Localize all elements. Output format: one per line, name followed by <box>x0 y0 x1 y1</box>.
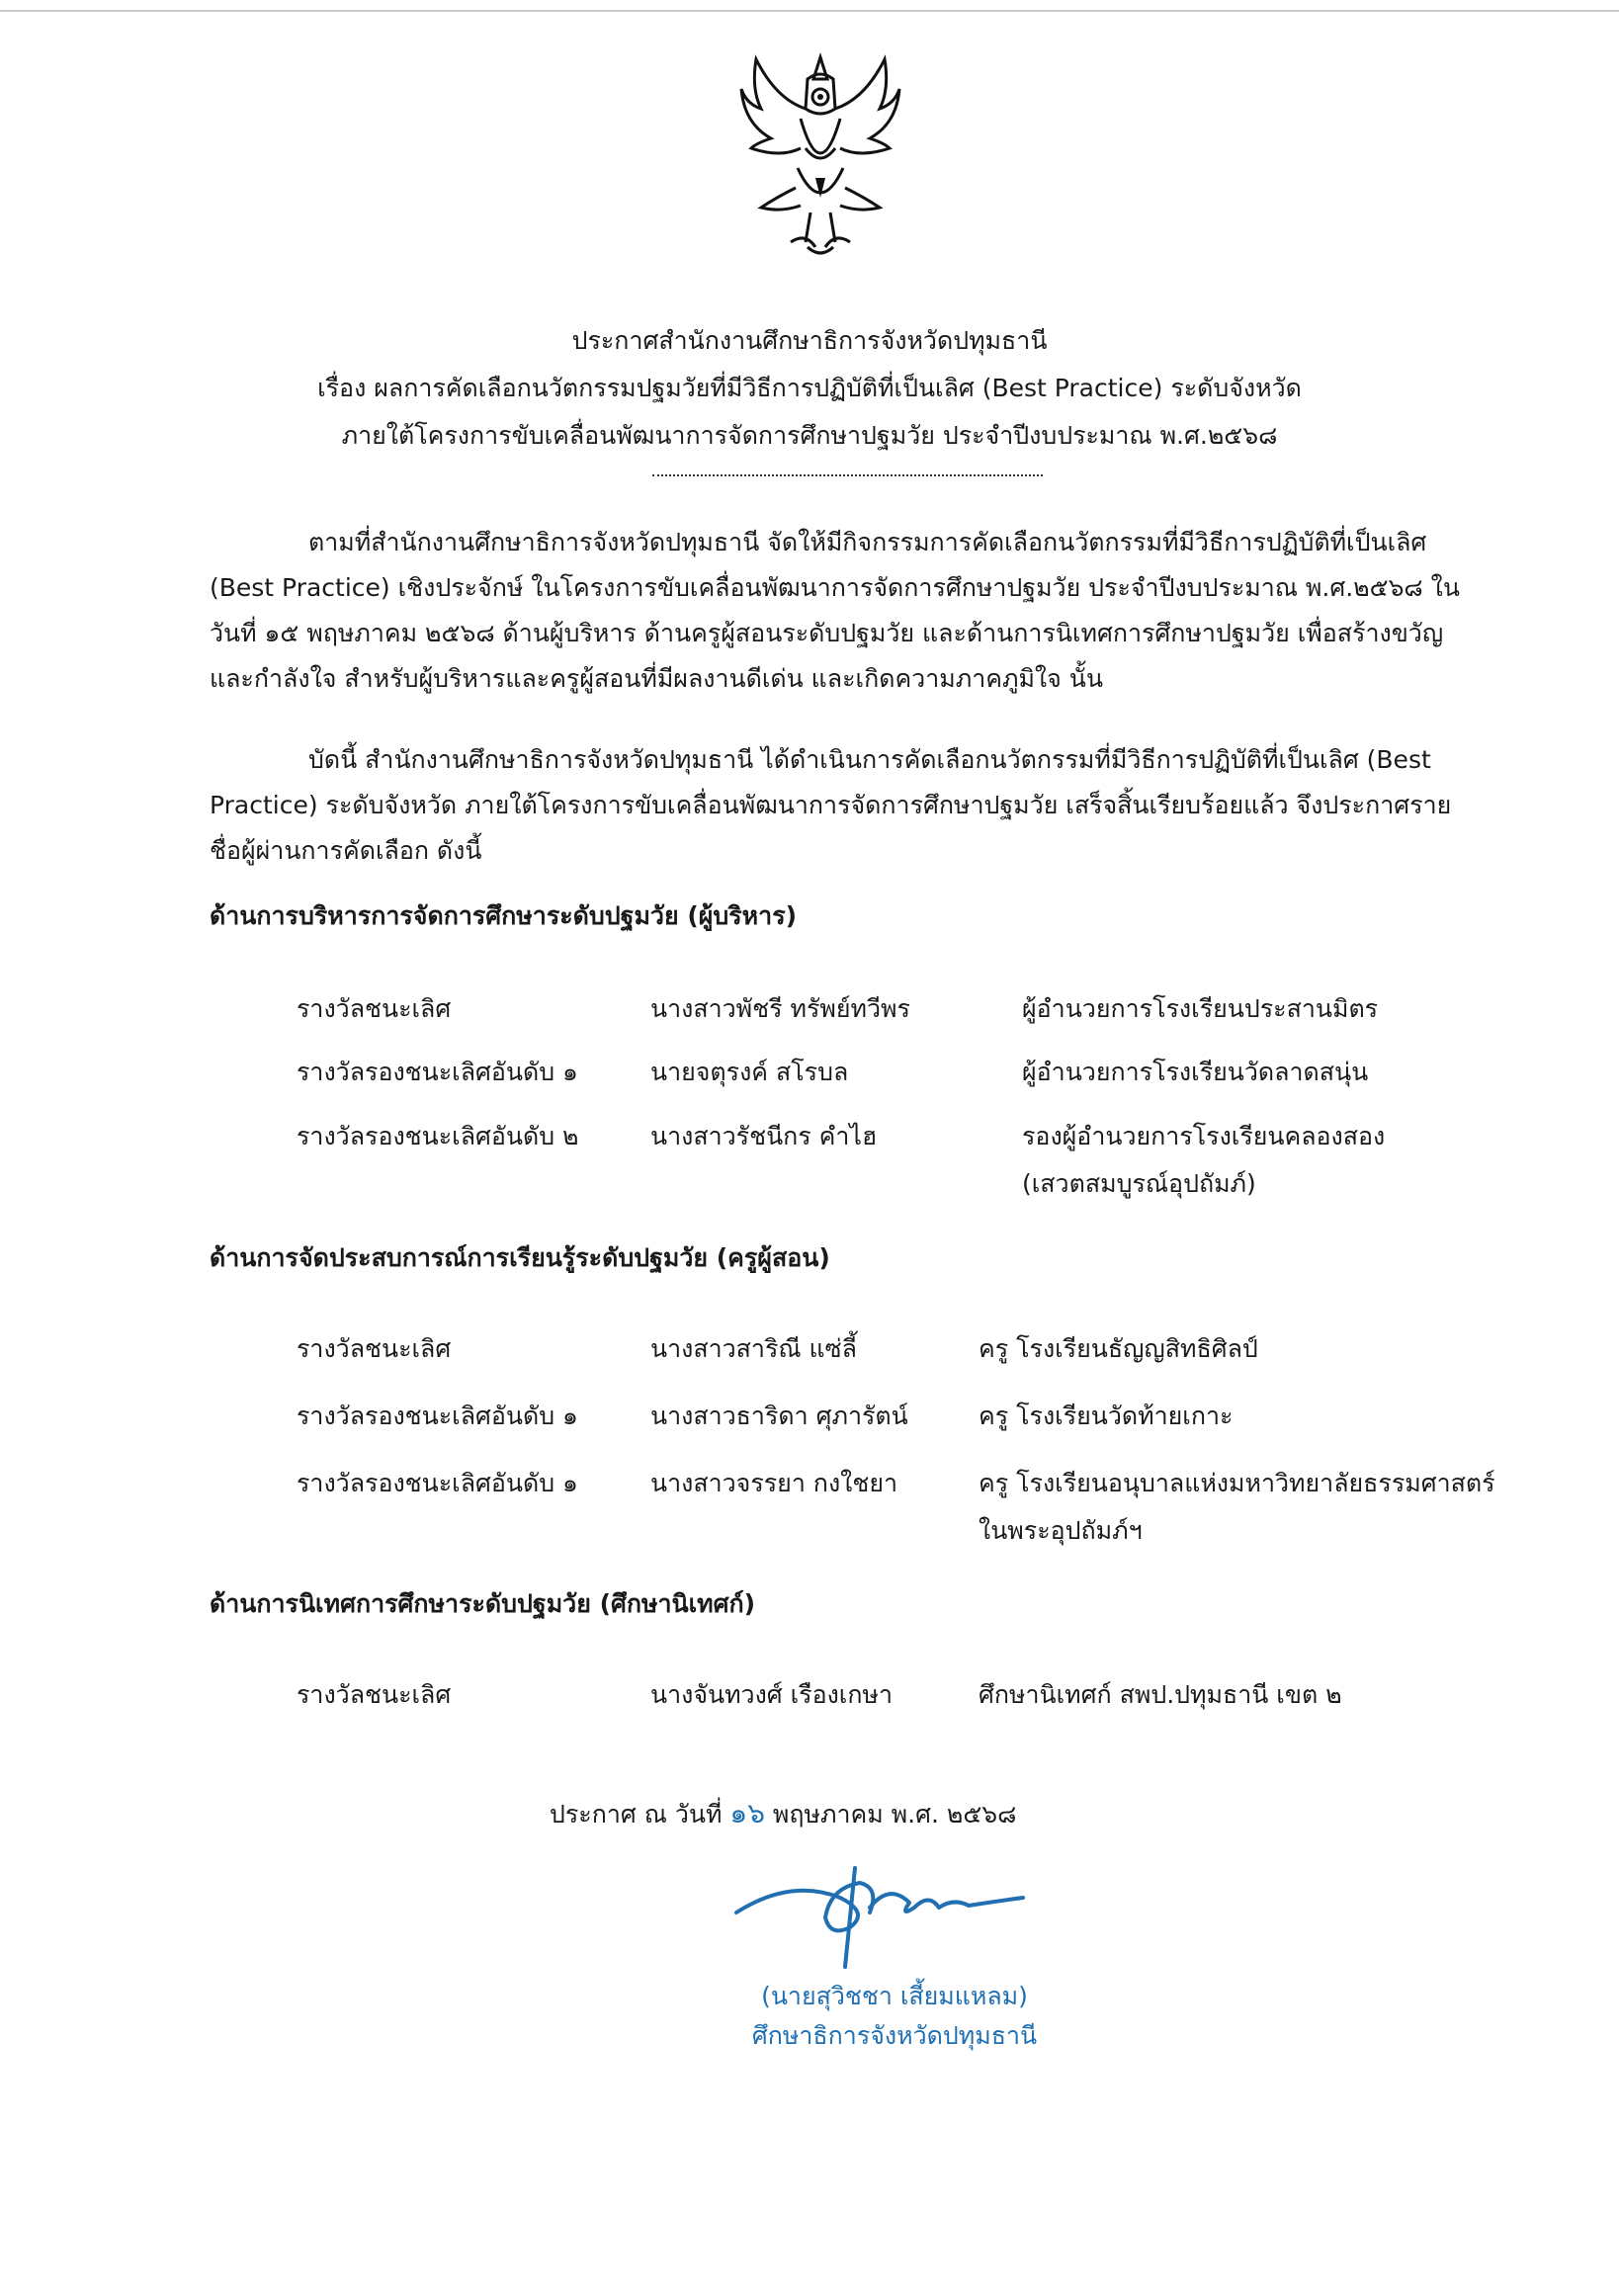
awardee-name: นางสาวจรรยา กงใชยา <box>650 1469 898 1497</box>
awardee-position: รองผู้อำนวยการโรงเรียนคลองสอง <box>1022 1122 1386 1150</box>
award-label: รางวัลชนะเลิศ <box>297 1334 452 1363</box>
awardee-position-line-2: ในพระอุปถัมภ์ฯ <box>979 1516 1143 1545</box>
date-day-handwritten: ๑๖ <box>729 1797 765 1829</box>
award-row <box>0 1114 1619 1159</box>
award-label: รางวัลรองชนะเลิศอันดับ ๑ <box>297 1402 578 1430</box>
award-row <box>0 1461 1619 1506</box>
body-paragraph-2: บัดนี้ สำนักงานศึกษาธิการจังหวัดปทุมธานี ได้ดำเนินการคัดเลือกนวัตกรรมที่มีวิธีการปฏิบัติที่เป็นเลิศ (Best Practice) ระดับจังหวัด ภายใต้โครงการขับเคลื่อนพัฒนาการจัดการศึกษาปฐมวัย เสร็จสิ้นเรียบร้อยแล้ว จึงประกาศรายชื่อผู้ผ่านการคัดเลือก ดังนี้ <box>210 745 1452 865</box>
signatory-title: ศึกษาธิการจังหวัดปทุมธานี <box>751 2021 1038 2050</box>
award-row-continuation <box>0 1161 1619 1207</box>
handwritten-signature-icon <box>731 1858 1028 1977</box>
garuda-emblem-icon <box>736 49 904 262</box>
award-row <box>0 1672 1619 1718</box>
awardee-name: นางสาวธาริดา ศุภารัตน์ <box>650 1402 908 1430</box>
awardee-position: ผู้อำนวยการโรงเรียนวัดลาดสนุ่น <box>1022 1058 1369 1086</box>
body-paragraph-1: ตามที่สำนักงานศึกษาธิการจังหวัดปทุมธานี จัดให้มีกิจกรรมการคัดเลือกนวัตกรรมที่มีวิธีการปฏิบัติที่เป็นเลิศ (Best Practice) เชิงประจักษ์ ในโครงการขับเคลื่อนพัฒนาการจัดการศึกษาปฐมวัย ประจำปีงบประมาณ พ.ศ.๒๕๖๘ ในวันที่ ๑๕ พฤษภาคม ๒๕๖๘ ด้านผู้บริหาร ด้านครูผู้สอนระดับปฐมวัย และด้านการนิเทศการศึกษาปฐมวัย เพื่อสร้างขวัญและกำลังใจ สำหรับผู้บริหารและครูผู้สอนที่มีผลงานดีเด่น และเกิดความภาคภูมิใจ นั้น <box>210 528 1460 693</box>
header-dotted-divider <box>652 474 1043 476</box>
header-line-1: ประกาศสำนักงานศึกษาธิการจังหวัดปทุมธานี <box>571 326 1048 355</box>
awardee-position: ผู้อำนวยการโรงเรียนประสานมิตร <box>1022 994 1379 1023</box>
awardee-position-line-2: (เสวตสมบูรณ์อุปถัมภ์) <box>1022 1169 1256 1198</box>
awardee-position: ครู โรงเรียนธัญญสิทธิศิลป์ <box>979 1334 1258 1363</box>
signatory-block <box>731 1977 1058 2056</box>
header-subject: เรื่อง ผลการคัดเลือกนวัตกรรมปฐมวัยที่มีวิธีการปฏิบัติที่เป็นเลิศ (Best Practice) ระดับจังหวัด <box>317 374 1302 402</box>
award-row <box>0 986 1619 1032</box>
award-label: รางวัลชนะเลิศ <box>297 1680 452 1709</box>
page-top-rule <box>0 10 1619 12</box>
awardee-name: นางสาวรัชนีกร คำไฮ <box>650 1122 878 1150</box>
awardee-name: นางจันทวงศ์ เรืองเกษา <box>650 1680 894 1709</box>
award-row <box>0 1326 1619 1372</box>
award-label: รางวัลชนะเลิศ <box>297 994 452 1023</box>
section-title-administrators: ด้านการบริหารการจัดการศึกษาระดับปฐมวัย (ผู้บริหาร) <box>210 901 798 930</box>
header-line-3: ภายใต้โครงการขับเคลื่อนพัฒนาการจัดการศึกษาปฐมวัย ประจำปีงบประมาณ พ.ศ.๒๕๖๘ <box>341 421 1278 450</box>
award-label: รางวัลรองชนะเลิศอันดับ ๑ <box>297 1469 578 1497</box>
section-title-supervisors: ด้านการนิเทศการศึกษาระดับปฐมวัย (ศึกษานิเทศก์) <box>210 1589 756 1618</box>
awardee-name: นางสาวพัชรี ทรัพย์ทวีพร <box>650 994 910 1023</box>
awardee-position: ครู โรงเรียนอนุบาลแห่งมหาวิทยาลัยธรรมศาสตร์ <box>979 1469 1495 1497</box>
awardee-position: ศึกษานิเทศก์ สพป.ปทุมธานี เขต ๒ <box>979 1680 1342 1709</box>
award-label: รางวัลรองชนะเลิศอันดับ ๑ <box>297 1058 578 1086</box>
date-suffix: พฤษภาคม พ.ศ. ๒๕๖๘ <box>772 1800 1017 1828</box>
award-label: รางวัลรองชนะเลิศอันดับ ๒ <box>297 1122 579 1150</box>
awardee-name: นางสาวสาริณี แซ่ลี้ <box>650 1334 857 1363</box>
award-row <box>0 1050 1619 1095</box>
announcement-date <box>550 1791 1016 1837</box>
award-row <box>0 1394 1619 1439</box>
signatory-name: (นายสุวิชชา เสี้ยมแหลม) <box>761 1982 1028 2010</box>
awardee-position: ครู โรงเรียนวัดท้ายเกาะ <box>979 1402 1234 1430</box>
section-title-teachers: ด้านการจัดประสบการณ์การเรียนรู้ระดับปฐมวัย (ครูผู้สอน) <box>210 1243 830 1272</box>
date-prefix: ประกาศ ณ วันที่ <box>550 1800 723 1828</box>
awardee-name: นายจตุรงค์ สโรบล <box>650 1058 849 1086</box>
award-row-continuation <box>0 1508 1619 1554</box>
